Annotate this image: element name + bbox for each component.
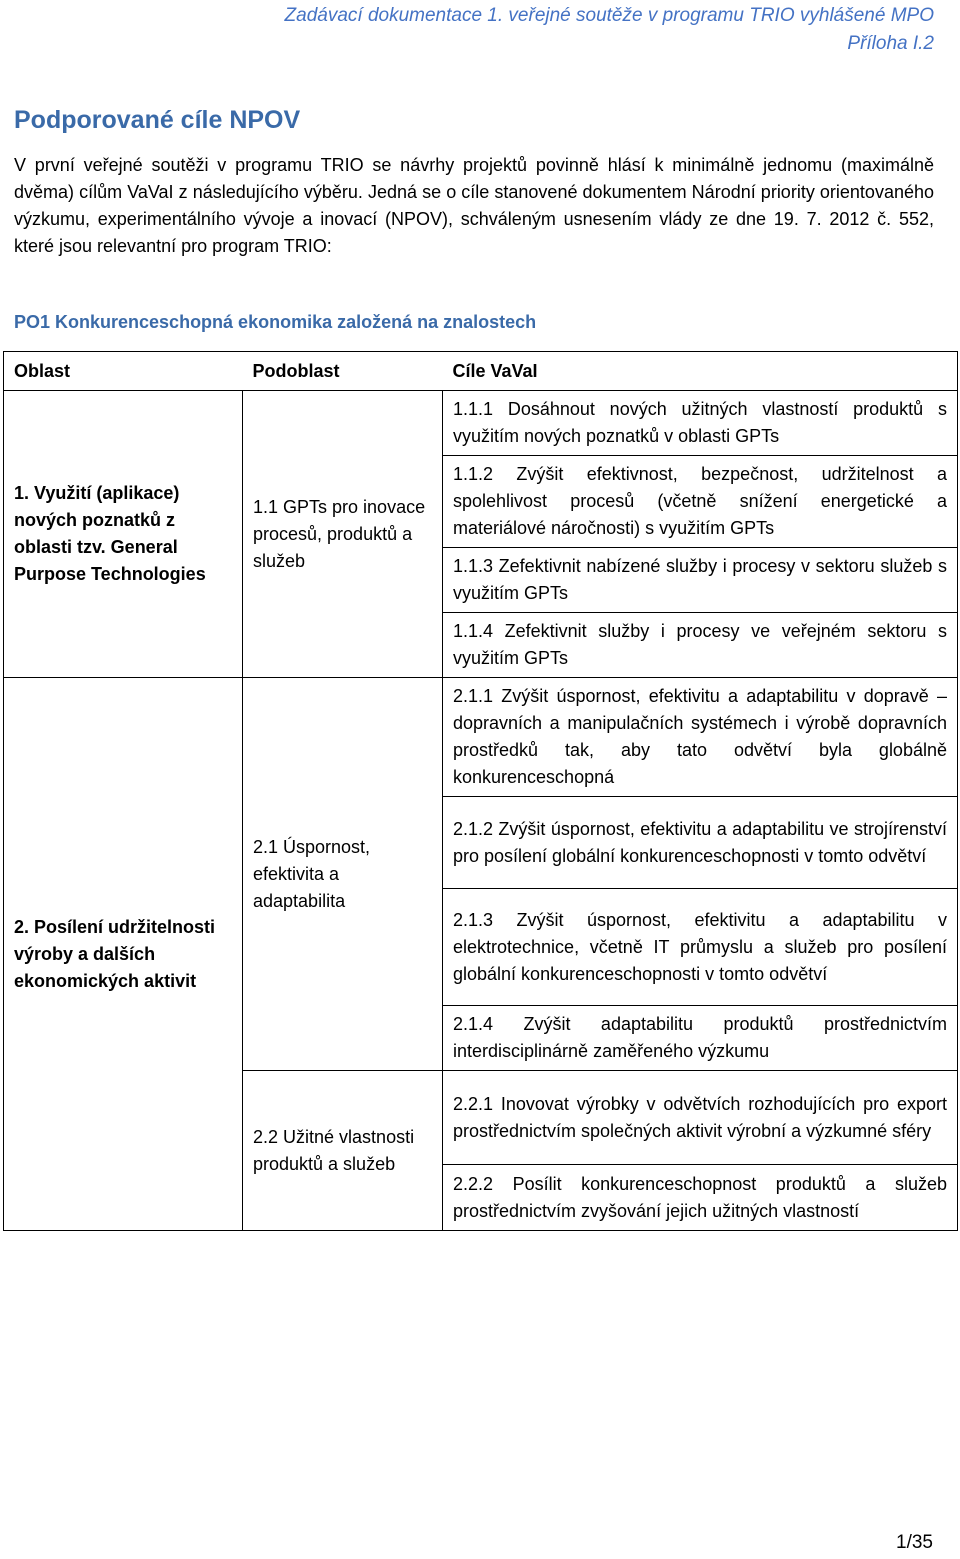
goal-cell: 1.1.4 Zefektivnit služby i procesy ve veřejném sektoru s využitím GPTs xyxy=(443,613,958,678)
subarea-name: 2.1 Úspornost, efektivita a adaptabilita xyxy=(253,836,371,911)
section-heading: PO1 Konkurenceschopná ekonomika založená na znalostech xyxy=(14,312,537,332)
subarea-cell xyxy=(243,391,443,678)
goal-cell: 2.1.1 Zvýšit úspornost, efektivitu a adaptabilitu v dopravě – dopravních a manipulačních systémech i výrobě dopravních prostředků tak, aby tato odvětví byla globálně konkurenceschopná xyxy=(443,678,958,797)
goal-cell: 2.2.2 Posílit konkurenceschopnost produktů a služeb prostřednictvím zvyšování jejich užitných vlastností xyxy=(443,1165,958,1231)
goal-cell: 2.2.1 Inovovat výrobky v odvětvích rozhodujících pro export prostřednictvím společných aktivit výrobní a výzkumné sféry xyxy=(443,1071,958,1165)
intro-paragraph: V první veřejné soutěži v programu TRIO se návrhy projektů povinně hlásí k minimálně jednomu (maximálně dvěma) cílům VaVaI z následujícího výběru. Jedná se o cíle stanovené dokumentem Národní priority orientovaného výzkumu, experimentálního vývoje a inovací (NPOV), schváleným usnesením vlády ze dne 19. 7. 2012 č. 552, které jsou relevantní pro program TRIO: xyxy=(14,155,934,256)
table-row xyxy=(4,678,958,797)
subarea-name: 2.2 Užitné vlastnosti produktů a služeb xyxy=(253,1126,415,1174)
goal-cell: 1.1.1 Dosáhnout nových užitných vlastností produktů s využitím nových poznatků v oblasti GPTs xyxy=(443,391,958,456)
header-title: Zadávací dokumentace 1. veřejné soutěže v programu TRIO vyhlášené MPO xyxy=(284,5,934,26)
area-cell xyxy=(4,391,243,678)
goal-cell: 2.1.3 Zvýšit úspornost, efektivitu a adaptabilitu v elektrotechnice, včetně IT průmyslu a služeb pro posílení globální konkurenceschopnosti v tomto odvětví xyxy=(443,889,958,1006)
goal-cell: 1.1.2 Zvýšit efektivnost, bezpečnost, udržitelnost a spolehlivost procesů (včetně snížení energetické a materiálové náročnosti) s využitím GPTs xyxy=(443,456,958,548)
header-attachment: Příloha I.2 xyxy=(847,33,934,54)
document-header xyxy=(285,2,934,58)
goal-cell: 1.1.3 Zefektivnit nabízené služby i procesy v sektoru služeb s využitím GPTs xyxy=(443,548,958,613)
header-subarea: Podoblast xyxy=(243,352,443,391)
area-name: 2. Posílení udržitelnosti výroby a dalších ekonomických aktivit xyxy=(14,916,216,991)
subarea-cell xyxy=(243,1071,443,1231)
goal-cell: 2.1.4 Zvýšit adaptabilitu produktů prostřednictvím interdisciplinárně zaměřeného výzkumu xyxy=(443,1006,958,1071)
header-area: Oblast xyxy=(4,352,243,391)
page-number: 1/35 xyxy=(896,1532,933,1553)
area-cell xyxy=(4,678,243,1231)
goal-cell: 2.1.2 Zvýšit úspornost, efektivitu a adaptabilitu ve strojírenství pro posílení globální konkurenceschopnosti v tomto odvětví xyxy=(443,797,958,889)
goals-table xyxy=(3,351,958,1231)
header-goals: Cíle VaVaI xyxy=(443,352,958,391)
page-title: Podporované cíle NPOV xyxy=(14,106,301,134)
subarea-cell xyxy=(243,678,443,1071)
table-row xyxy=(4,391,958,456)
subarea-name: 1.1 GPTs pro inovace procesů, produktů a služeb xyxy=(253,496,426,571)
area-name: 1. Využití (aplikace) nových poznatků z oblasti tzv. General Purpose Technologies xyxy=(14,483,206,584)
table-header-row xyxy=(4,352,958,391)
